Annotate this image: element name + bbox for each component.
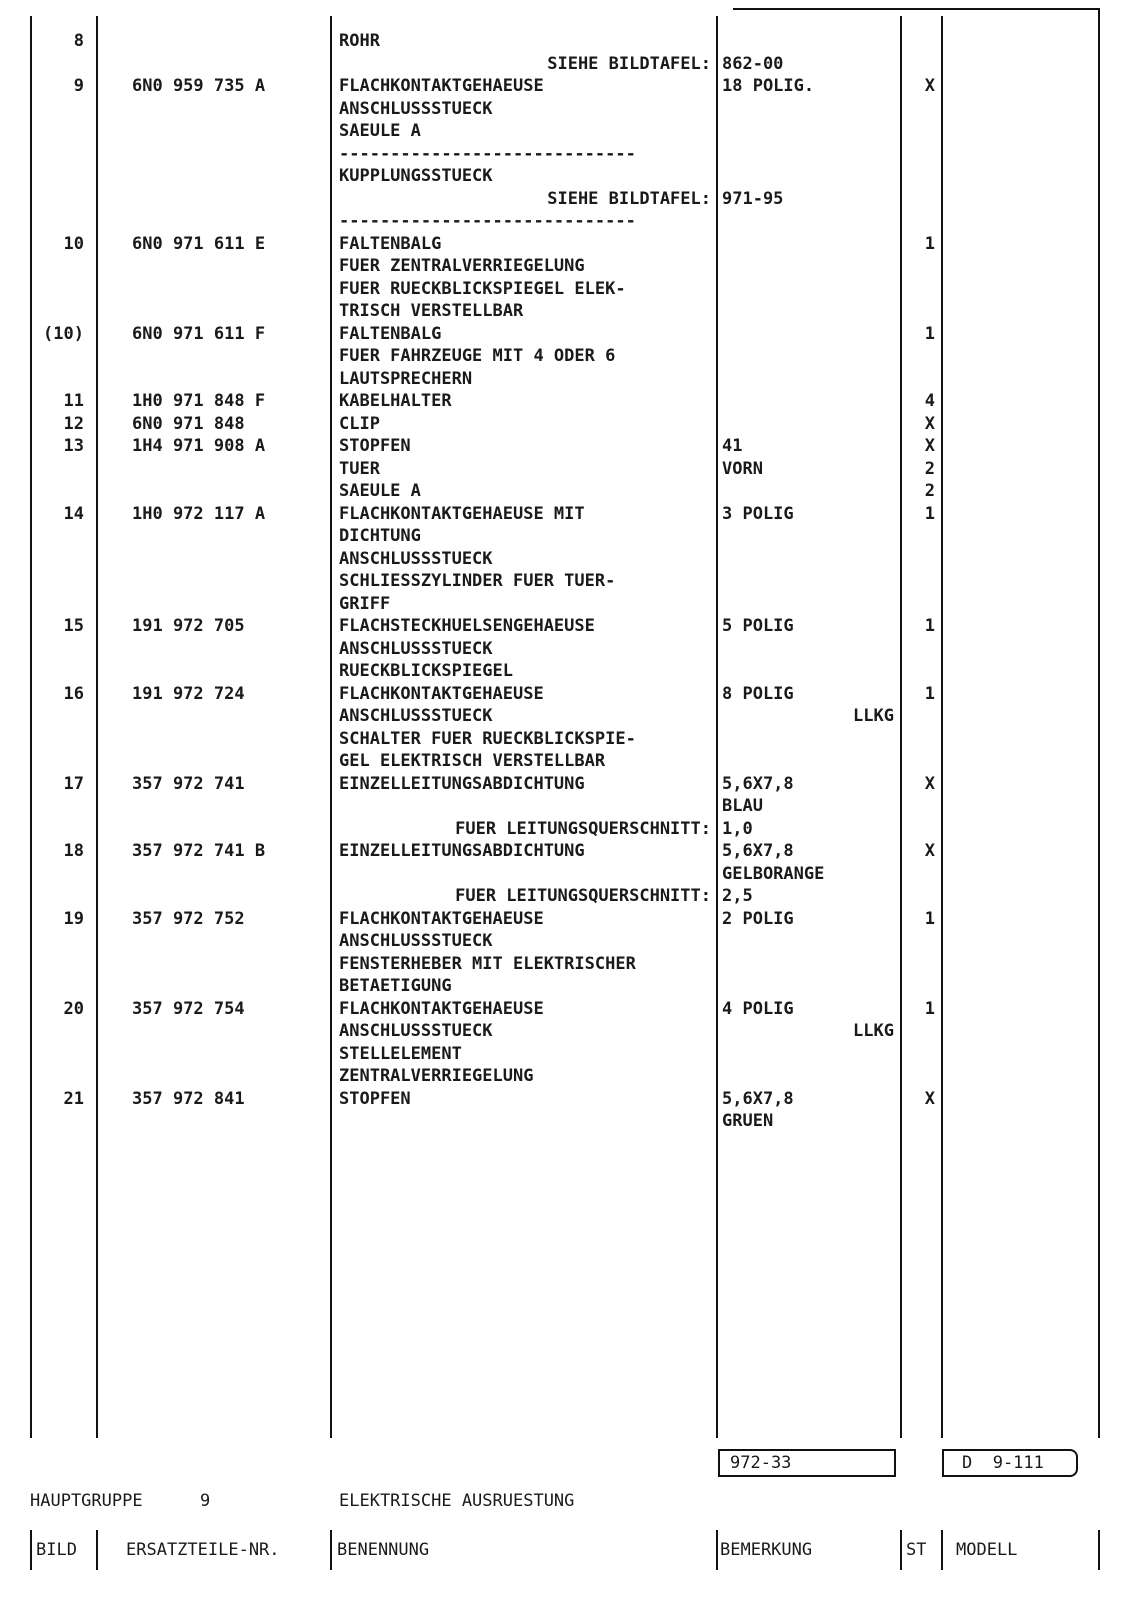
table-row: [0, 998, 1144, 1021]
designation: FLACHKONTAKTGEHAEUSE: [339, 76, 544, 96]
table-row: [0, 525, 1144, 548]
designation: FUER ZENTRALVERRIEGELUNG: [339, 256, 585, 276]
table-row: [0, 233, 1144, 256]
designation: DICHTUNG: [339, 526, 421, 546]
table-row: [0, 885, 1144, 908]
remark: 2,5: [722, 886, 753, 906]
quantity: 1: [924, 908, 935, 929]
designation: FUER FAHRZEUGE MIT 4 ODER 6: [339, 346, 616, 366]
designation: EINZELLEITUNGSABDICHTUNG: [339, 773, 585, 794]
figure-number: 16: [63, 683, 84, 704]
designation: ANSCHLUSSSTUECK: [339, 931, 493, 951]
quantity: 2: [924, 458, 935, 479]
remark-right: LLKG: [853, 1021, 894, 1041]
designation: ANSCHLUSSSTUECK: [339, 1021, 493, 1041]
figure-number: 15: [63, 616, 84, 636]
header-designation: BENENNUNG: [337, 1540, 430, 1560]
table-row: [0, 323, 1144, 346]
header-rule-st: [941, 1530, 943, 1570]
table-row: [0, 503, 1144, 526]
table-row: [0, 660, 1144, 683]
table-row: [0, 165, 1144, 188]
header-model: MODELL: [956, 1540, 1018, 1560]
remark: 862-00: [722, 53, 784, 74]
remark: 41: [722, 436, 743, 456]
table-row: [0, 638, 1144, 661]
remark: VORN: [722, 458, 763, 479]
separator-line: -----------------------------: [339, 143, 636, 164]
part-number: 357 972 741: [132, 773, 245, 794]
table-row: [0, 120, 1144, 143]
table-row: [0, 255, 1144, 278]
table-row: [0, 413, 1144, 436]
remark: 971-95: [722, 188, 784, 209]
designation: KUPPLUNGSSTUECK: [339, 166, 493, 186]
table-row: [0, 458, 1144, 481]
designation: SCHALTER FUER RUECKBLICKSPIE-: [339, 728, 636, 749]
designation: FALTENBALG: [339, 233, 442, 254]
figure-number: 9: [73, 76, 84, 96]
designation: BETAETIGUNG: [339, 976, 452, 996]
designation: EINZELLEITUNGSABDICHTUNG: [339, 841, 585, 861]
table-row: [0, 188, 1144, 211]
designation: ANSCHLUSSSTUECK: [339, 706, 493, 726]
table-row: [0, 53, 1144, 76]
figure-number: 13: [63, 436, 84, 456]
quantity: 1: [924, 233, 935, 254]
quantity: X: [924, 773, 935, 794]
figure-number: 14: [63, 503, 84, 524]
designation: FLACHSTECKHUELSENGEHAEUSE: [339, 616, 595, 636]
designation: TUER: [339, 458, 380, 479]
remark: 2 POLIG: [722, 908, 794, 929]
header-part-number: ERSATZTEILE-NR.: [126, 1540, 280, 1560]
part-number: 357 972 752: [132, 908, 245, 929]
table-row: [0, 908, 1144, 931]
table-row: [0, 795, 1144, 818]
table-row: [0, 1110, 1144, 1133]
part-number: 6N0 959 735 A: [132, 76, 266, 96]
designation-reference: SIEHE BILDTAFEL:: [547, 53, 711, 74]
table-row: [0, 368, 1144, 391]
table-row: [0, 1065, 1144, 1088]
table-row: [0, 435, 1144, 458]
table-row: [0, 1043, 1144, 1066]
designation: CLIP: [339, 413, 380, 434]
quantity: X: [924, 76, 935, 96]
designation: ANSCHLUSSSTUECK: [339, 98, 493, 119]
figure-number: 17: [63, 773, 84, 794]
header-remark: BEMERKUNG: [720, 1540, 813, 1560]
designation: RUECKBLICKSPIEGEL: [339, 661, 513, 681]
part-number: 357 972 741 B: [132, 841, 266, 861]
designation: FENSTERHEBER MIT ELEKTRISCHER: [339, 953, 636, 974]
table-row: [0, 210, 1144, 233]
part-number: 6N0 971 611 F: [132, 323, 266, 344]
remark: 5,6X7,8: [722, 841, 794, 861]
part-number: 191 972 705: [132, 616, 245, 636]
remark: 5 POLIG: [722, 616, 794, 636]
figure-number: 11: [63, 391, 84, 411]
header-bild: BILD: [36, 1540, 77, 1560]
table-row: [0, 840, 1144, 863]
figure-number: 10: [63, 233, 84, 254]
remark: 8 POLIG: [722, 683, 794, 704]
table-row: [0, 98, 1144, 121]
header-rule-remark: [900, 1530, 902, 1570]
table-row: [0, 728, 1144, 751]
header-rule-bild: [96, 1530, 98, 1570]
table-row: [0, 818, 1144, 841]
table-row: [0, 1020, 1144, 1043]
rule-top-right: [733, 8, 1100, 10]
table-row: [0, 570, 1144, 593]
remark: GRUEN: [722, 1111, 774, 1131]
table-row: [0, 480, 1144, 503]
quantity: X: [924, 1088, 935, 1109]
table-row: [0, 278, 1144, 301]
parts-table: [0, 30, 1144, 1133]
table-row: [0, 863, 1144, 886]
designation: GEL ELEKTRISCH VERSTELLBAR: [339, 751, 606, 771]
table-row: [0, 390, 1144, 413]
table-row: [0, 143, 1144, 166]
remark: 5,6X7,8: [722, 1088, 794, 1109]
quantity: 4: [924, 391, 935, 411]
remark: 4 POLIG: [722, 998, 794, 1019]
header-rule-part: [330, 1530, 332, 1570]
table-row: [0, 593, 1144, 616]
figure-number: 21: [63, 1088, 84, 1109]
designation: FALTENBALG: [339, 323, 442, 344]
remark: BLAU: [722, 796, 763, 816]
remark: 3 POLIG: [722, 503, 794, 524]
separator-line: -----------------------------: [339, 211, 636, 231]
part-number: 1H0 971 848 F: [132, 391, 266, 411]
main-group-number: 9: [200, 1491, 211, 1511]
designation: ANSCHLUSSSTUECK: [339, 638, 493, 659]
table-row: [0, 615, 1144, 638]
part-number: 1H4 971 908 A: [132, 436, 266, 456]
designation: FLACHKONTAKTGEHAEUSE: [339, 908, 544, 929]
table-row: [0, 548, 1144, 571]
table-row: [0, 1088, 1144, 1111]
quantity: 1: [924, 998, 935, 1019]
main-group-label: HAUPTGRUPPE: [30, 1491, 143, 1511]
quantity: 1: [924, 503, 935, 524]
designation: ROHR: [339, 31, 380, 51]
quantity: 1: [924, 616, 935, 636]
quantity: 1: [924, 323, 935, 344]
main-group-title: ELEKTRISCHE AUSRUESTUNG: [339, 1491, 575, 1511]
designation: ZENTRALVERRIEGELUNG: [339, 1066, 534, 1086]
designation-reference: FUER LEITUNGSQUERSCHNITT:: [455, 886, 711, 906]
designation: GRIFF: [339, 593, 391, 614]
quantity: 2: [924, 481, 935, 501]
header-quantity: ST: [906, 1540, 927, 1560]
remark: 18 POLIG.: [722, 76, 815, 96]
remark: 1,0: [722, 818, 753, 839]
designation: ANSCHLUSSSTUECK: [339, 548, 493, 569]
figure-number: 19: [63, 908, 84, 929]
part-number: 1H0 972 117 A: [132, 503, 266, 524]
designation: FUER RUECKBLICKSPIEGEL ELEK-: [339, 278, 626, 299]
table-row: [0, 345, 1144, 368]
quantity: X: [924, 841, 935, 861]
designation: SAEULE A: [339, 481, 421, 501]
designation: STOPFEN: [339, 436, 411, 456]
table-row: [0, 953, 1144, 976]
designation-reference: FUER LEITUNGSQUERSCHNITT:: [455, 818, 711, 839]
table-row: [0, 300, 1144, 323]
designation: SCHLIESSZYLINDER FUER TUER-: [339, 571, 616, 591]
figure-number: 20: [63, 998, 84, 1019]
designation: STELLELEMENT: [339, 1043, 462, 1064]
designation: SAEULE A: [339, 121, 421, 141]
designation: FLACHKONTAKTGEHAEUSE: [339, 998, 544, 1019]
figure-number: 18: [63, 841, 84, 861]
table-row: [0, 705, 1144, 728]
page-number: D 9-111: [962, 1453, 1044, 1473]
table-row: [0, 975, 1144, 998]
part-number: 6N0 971 848: [132, 413, 245, 434]
designation: KABELHALTER: [339, 391, 452, 411]
designation-reference: SIEHE BILDTAFEL:: [547, 188, 711, 209]
figure-number: 8: [73, 31, 84, 51]
remark: GELBORANGE: [722, 863, 825, 884]
quantity: 1: [924, 683, 935, 704]
part-number: 357 972 841: [132, 1088, 245, 1109]
part-number: 357 972 754: [132, 998, 245, 1019]
designation: FLACHKONTAKTGEHAEUSE: [339, 683, 544, 704]
designation: STOPFEN: [339, 1088, 411, 1109]
part-number: 6N0 971 611 E: [132, 233, 266, 254]
plate-reference: 972-33: [730, 1453, 792, 1473]
table-row: [0, 750, 1144, 773]
remark: 5,6X7,8: [722, 773, 794, 794]
quantity: X: [924, 436, 935, 456]
quantity: X: [924, 413, 935, 434]
remark-right: LLKG: [853, 706, 894, 726]
part-number: 191 972 724: [132, 683, 245, 704]
figure-number: 12: [63, 413, 84, 434]
table-row: [0, 930, 1144, 953]
table-row: [0, 683, 1144, 706]
figure-number: (10): [43, 323, 84, 344]
designation: LAUTSPRECHERN: [339, 368, 473, 389]
header-rule-right: [1098, 1530, 1100, 1570]
designation: FLACHKONTAKTGEHAEUSE MIT: [339, 503, 585, 524]
header-rule-name: [716, 1530, 718, 1570]
table-row: [0, 773, 1144, 796]
table-row: [0, 75, 1144, 98]
header-rule-left: [30, 1530, 32, 1570]
designation: TRISCH VERSTELLBAR: [339, 301, 524, 321]
table-row: [0, 30, 1144, 53]
